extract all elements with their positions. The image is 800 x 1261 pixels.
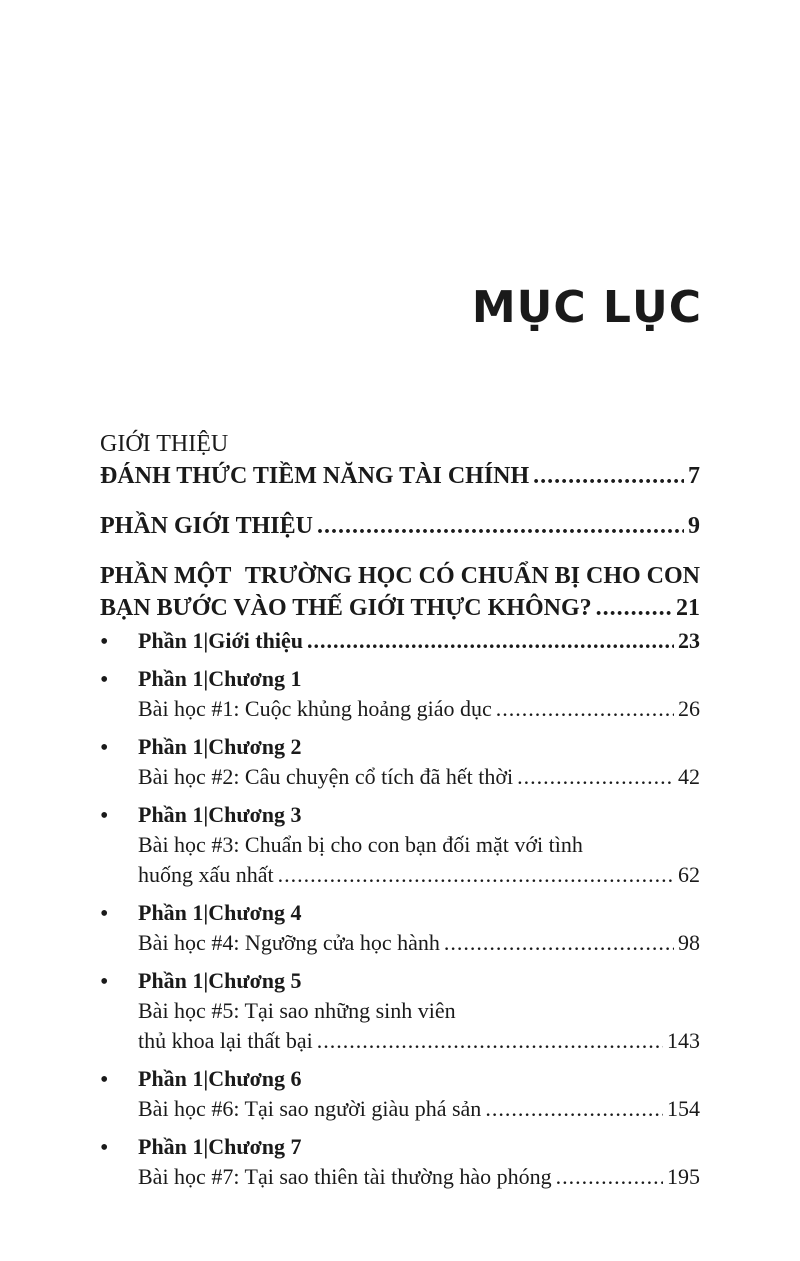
intro-heading: GIỚI THIỆU [100,431,229,457]
dot-leader [444,928,674,958]
toc-entry-label: PHẦN GIỚI THIỆU [100,513,313,539]
toc-item[interactable] [100,732,700,792]
bullet-icon: • [100,667,109,693]
lesson-title: Bài học #6: Tại sao người giàu phá sản [138,1096,482,1121]
part-title: TRƯỜNG HỌC CÓ CHUẨN BỊ CHO CON [244,563,700,589]
dot-leader [596,592,672,624]
toc-entry-label: BẠN BƯỚC VÀO THẾ GIỚI THỰC KHÔNG? [100,595,592,621]
chapter-heading: Phần 1|Chương 3 [138,802,302,827]
chapter-heading: Phần 1|Chương 2 [138,734,302,759]
toc-entry-label: Phần 1|Giới thiệu [138,628,303,653]
dot-leader [517,762,674,792]
toc-item[interactable] [100,664,700,724]
page-number: 7 [688,463,700,489]
toc-entry-part-intro[interactable] [100,510,700,542]
part-one-heading [100,560,700,592]
toc-item[interactable] [100,898,700,958]
lesson-title: Bài học #3: Chuẩn bị cho con bạn đối mặt với tình [138,832,583,857]
toc-item[interactable] [100,966,700,1056]
lesson-title-cont: huống xấu nhất [138,862,274,887]
toc-entry-intro[interactable] [100,460,700,492]
bullet-icon: • [100,1135,109,1161]
dot-leader [278,860,674,890]
chapter-heading: Phần 1|Chương 4 [138,900,302,925]
toc-item[interactable] [100,626,700,656]
page-number: 62 [678,862,700,887]
dot-leader [485,1094,663,1124]
dot-leader [533,460,684,492]
chapter-heading: Phần 1|Chương 1 [138,666,302,691]
lesson-title: Bài học #5: Tại sao những sinh viên [138,998,456,1023]
chapter-heading: Phần 1|Chương 7 [138,1134,302,1159]
toc-entry-part-one[interactable] [100,592,700,624]
page-number: 42 [678,764,700,789]
dot-leader [307,626,674,656]
lesson-title: Bài học #2: Câu chuyện cổ tích đã hết thời [138,764,514,789]
lesson-title: Bài học #4: Ngưỡng cửa học hành [138,930,440,955]
chapter-heading: Phần 1|Chương 6 [138,1066,302,1091]
lesson-title: Bài học #7: Tại sao thiên tài thường hào phóng [138,1164,552,1189]
dot-leader [496,694,674,724]
page-number: 195 [667,1164,700,1189]
page-number: 23 [678,628,700,653]
lesson-title-cont: thủ khoa lại thất bại [138,1028,313,1053]
toc-entry-label: ĐÁNH THỨC TIỀM NĂNG TÀI CHÍNH [100,463,530,489]
toc-item[interactable] [100,800,700,890]
bullet-icon: • [100,629,109,655]
page-number: 154 [667,1096,700,1121]
page-number: 26 [678,696,700,721]
toc-item[interactable] [100,1132,700,1192]
bullet-icon: • [100,901,109,927]
dot-leader [317,510,684,542]
part-label: PHẦN MỘT [100,563,232,589]
dot-leader [317,1026,663,1056]
chapter-heading: Phần 1|Chương 5 [138,968,302,993]
lesson-title: Bài học #1: Cuộc khủng hoảng giáo dục [138,696,492,721]
bullet-icon: • [100,803,109,829]
dot-leader [556,1162,663,1192]
bullet-icon: • [100,969,109,995]
table-of-contents [100,428,700,1192]
bullet-icon: • [100,735,109,761]
page-number: 21 [676,595,700,621]
bullet-icon: • [100,1067,109,1093]
toc-item[interactable] [100,1064,700,1124]
page-number: 98 [678,930,700,955]
page-number: 9 [688,513,700,539]
page-number: 143 [667,1028,700,1053]
page-title: MỤC LỤC [471,282,702,333]
